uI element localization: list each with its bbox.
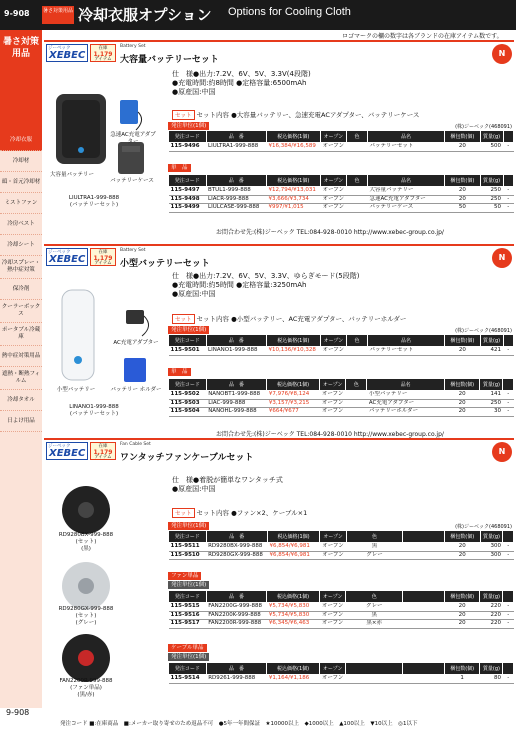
fan-single-table: 発注コード 品 番 税込価格(1個) オープン 色 梱包数(個) 質量(g) 115-9515 FAN2200G-999-888 ¥5,734/¥5,830 オープン グレー 20 220 - 115-9516 FAN2200K-999-888 ¥5,734/¥5,830 オープン 黒 20 220 - 115-9517 FAN2200R-999-888 ¥6,345/¥6,463 オープン 黒×赤 20 220 - xyxy=(168,590,514,629)
new-badge: N xyxy=(492,442,512,462)
spec-list: 仕 様●出力:7.2V、6V、5V、3.3V、ゆらぎモード(5段階) ●充電時間:約5時間 ●定格容量:3250mAh ●原産国:中国 xyxy=(172,272,360,298)
small-battery-image xyxy=(58,286,98,384)
product-type: Fan Cable Set xyxy=(120,442,151,447)
sidebar-item[interactable]: 冷却スプレー・熱中症対策 xyxy=(0,256,42,279)
contact-info: お問合わせ先:(株)ジーベック TEL:084-928-0010 http://www.xebec-group.co.jp/ xyxy=(216,431,444,438)
stock-badge: 在庫 1,179 アイテム xyxy=(90,442,116,460)
ac-adapter-image xyxy=(116,300,156,340)
page-title-en: Options for Cooling Cloth xyxy=(228,6,351,18)
fan-black-image xyxy=(60,484,112,536)
sidebar-item[interactable]: ミストファン xyxy=(0,193,42,214)
set-table: 発注コード 品 番 税込価格(1個) オープン 色 梱包数(個) 質量(g) 115-9511 RD9280BX-999-888 ¥6,854/¥6,981 オープン 黒 20 300 - 115-9510 RD9280GX-999-888 ¥6,854/¥6,981 オープン グレー 20 300 - xyxy=(168,530,514,560)
sidebar-item[interactable]: 冷却タオル xyxy=(0,390,42,411)
spec-list: 仕 様●着脱が簡単なワンタッチ式 ●原産国:中国 xyxy=(172,476,283,493)
cable-single-table: 発注コード 品 番 税込価格(1個) オープン 梱包数(個) 質量(g) 115-9514 RD9261-999-888 ¥1,164/¥1,186 オープン 1 80 - xyxy=(168,662,514,684)
header-note: ロゴマークの欄の数字は各ブランドの在庫アイテム数です。 xyxy=(342,33,503,40)
new-badge: N xyxy=(492,44,512,64)
sidebar-item[interactable]: クーラーボックス xyxy=(0,300,42,323)
sidebar-item[interactable]: 日よけ用品 xyxy=(0,411,42,432)
product-type: Battery Set xyxy=(120,248,146,253)
table-row[interactable]: 115-9502 NANOBT1-999-888 ¥7,976/¥8,124 オープン 小型バッテリー 20 141 - xyxy=(169,391,514,400)
sidebar-item[interactable]: 冷却シート xyxy=(0,235,42,256)
product-type: Battery Set xyxy=(120,44,146,49)
sidebar-item[interactable]: 遮熱・断熱フィルム xyxy=(0,367,42,390)
fan-red-image xyxy=(60,632,112,684)
battery-holder-image xyxy=(120,356,150,384)
footer-page-number: 9-908 xyxy=(6,708,30,717)
product-title: 小型バッテリーセット xyxy=(120,259,210,269)
table-row[interactable]: 115-9504 NANOHL-999-888 ¥664/¥677 オープン バッテリーホルダー 20 30 - xyxy=(169,408,514,417)
sidebar-item[interactable]: 頭・首元冷却材 xyxy=(0,172,42,193)
fan-gray-image xyxy=(60,560,112,612)
sidebar-item[interactable]: 熱中症対策用品 xyxy=(0,346,42,367)
sidebar-item[interactable]: 冷却材 xyxy=(0,151,42,172)
stock-badge: 在庫 1,179 アイテム xyxy=(90,248,116,266)
sidebar-heading: 暑さ対策用品 xyxy=(0,30,42,130)
page-footer xyxy=(0,708,516,729)
ac-adapter-image xyxy=(112,94,146,132)
brand-logo: ジーベック XEBEC xyxy=(46,442,88,460)
page-number: 9-908 xyxy=(4,9,30,18)
table-row[interactable]: 115-9501 LINANO1-999-888 ¥10,136/¥10,328 オープン バッテリーセット 20 421 - xyxy=(169,347,514,356)
table-row[interactable]: 115-9499 LIULCASE-999-888 ¥997/¥1,015 オープン バッテリーケース 50 50 - xyxy=(169,204,514,213)
category-tag: 暑さ対策用品 xyxy=(42,6,74,24)
table-row[interactable]: 115-9515 FAN2200G-999-888 ¥5,734/¥5,830 オープン グレー 20 220 - xyxy=(169,603,514,612)
single-table: 発注コード 品 番 税込価格(1個) オープン 色 品名 梱包数(個) 質量(g) 115-9497 BTUL1-999-888 ¥12,794/¥13,031 オープン 大容量バッテリー 20 250 - 115-9498 LIACR-999-888 ¥3,666/¥3,734 オープン 急速AC充電アダプター 20 250 - 115-9499 LIULCASE-999-888 ¥997/¥1,015 オープン バッテリーケース 50 50 - xyxy=(168,174,514,213)
section-large-battery: ジーベック XEBEC 在庫 1,179 アイテム Battery Set 大容量バッテリーセット N 仕 様●出力:7.2V、6V、5V、3.3V(4段階) ●充電時間:約8時間 ●定格容量:6500mAh ●原産国:中国 セット セット内容 ●大容量バッテリー、急速充電ACアダプター、バッテリーケース 発注単位(1個) (株)ジーベック(468091) 急速AC充電アダプター 大容量バッテリー バッテリーケース LIULTRA1-999-888 (バッテリーセット) 発注コード 品 番 税込価格(1個) オープン 色 品名 梱包数(個) 質量(g) 115-9496 LIULTRA1-999-888 ¥16,384/¥16,589 オープン バッテリーセット 20 500 - 単 品 発注コード 品 番 税込価格(1個) オープン 色 品名 梱包数(個) 質量(g) 115-9497 BTUL1-999-888 ¥12,794/¥13,031 オープン 大容量バッテリー 20 250 - 115-9498 LIACR-999-888 ¥3,666/¥3,734 オープン 急速AC充電アダプター 20 250 - 115-9499 LIULCASE-999-888 ¥997/¥1,015 オープン バッテリーケース 50 50 - お問合わせ先:(株)ジーベック TEL:084-928-0010 http://www.xebec-group.co.jp/ xyxy=(44,40,514,240)
footer-legend: 発注コード ■:在庫商品 ■:メーカー取り寄せのため返品不可 ●5年一年間保証 ★10000以上 ◆1000以上 ▲100以上 ▼10以上 ◎1以下 xyxy=(60,721,418,727)
contact-info: お問合わせ先:(株)ジーベック TEL:084-928-0010 http://www.xebec-group.co.jp/ xyxy=(216,229,444,236)
table-row[interactable]: 115-9510 RD9280GX-999-888 ¥6,854/¥6,981 オープン グレー 20 300 - xyxy=(169,551,514,560)
set-table: 発注コード 品 番 税込価格(1個) オープン 色 品名 梱包数(個) 質量(g) 115-9501 LINANO1-999-888 ¥10,136/¥10,328 オープン バッテリーセット 20 421 - xyxy=(168,334,514,356)
category-sidebar xyxy=(0,30,42,708)
product-title: ワンタッチファンケーブルセット xyxy=(120,453,254,463)
sidebar-item[interactable]: ポータブル冷蔵庫 xyxy=(0,323,42,346)
table-row[interactable]: 115-9503 LIAC-999-888 ¥3,157/¥3,215 オープン AC充電アダプター 20 250 - xyxy=(169,399,514,408)
page-header xyxy=(0,0,516,30)
table-row[interactable]: 115-9514 RD9261-999-888 ¥1,164/¥1,186 オープン 1 80 - xyxy=(169,675,514,684)
single-table: 発注コード 品 番 税込価格(1個) オープン 色 品名 梱包数(個) 質量(g) 115-9502 NANOBT1-999-888 ¥7,976/¥8,124 オープン 小型バッテリー 20 141 - 115-9503 LIAC-999-888 ¥3,157/¥3,215 オープン AC充電アダプター 20 250 - 115-9504 NANOHL-999-888 ¥664/¥677 オープン バッテリーホルダー 20 30 - xyxy=(168,378,514,417)
table-row[interactable]: 115-9511 RD9280BX-999-888 ¥6,854/¥6,981 オープン 黒 20 300 - xyxy=(169,543,514,552)
section-small-battery: ジーベック XEBEC 在庫 1,179 アイテム Battery Set 小型バッテリーセット N 仕 様●出力:7.2V、6V、5V、3.3V、ゆらぎモード(5段階) ●充電時間:約5時間 ●定格容量:3250mAh ●原産国:中国 セット セット内容 ●小型バッテリー、AC充電アダプター、バッテリーホルダー 発注単位(1個) (株)ジーベック(468091) AC充電アダプター 小型バッテリー バッテリー ホルダー LINANO1-999-888 (バッテリーセット) 発注コード 品 番 税込価格(1個) オープン 色 品名 梱包数(個) 質量(g) 115-9501 LINANO1-999-888 ¥10,136/¥10,328 オープン バッテリーセット 20 421 - 単 品 発注コード 品 番 税込価格(1個) オープン 色 品名 梱包数(個) 質量(g) 115-9502 NANOBT1-999-888 ¥7,976/¥8,124 オープン 小型バッテリー 20 141 - 115-9503 LIAC-999-888 ¥3,157/¥3,215 オープン AC充電アダプター 20 250 - 115-9504 NANOHL-999-888 ¥664/¥677 オープン バッテリーホルダー 20 30 - お問合わせ先:(株)ジーベック TEL:084-928-0010 http://www.xebec-group.co.jp/ xyxy=(44,244,514,434)
spec-list: 仕 様●出力:7.2V、6V、5V、3.3V(4段階) ●充電時間:約8時間 ●定格容量:6500mAh ●原産国:中国 xyxy=(172,70,311,96)
large-battery-image xyxy=(52,90,110,168)
table-row[interactable]: 115-9516 FAN2200K-999-888 ¥5,734/¥5,830 オープン 黒 20 220 - xyxy=(169,611,514,620)
sidebar-item[interactable]: 冷房ベスト xyxy=(0,214,42,235)
section-fan-cable: ジーベック XEBEC 在庫 1,179 アイテム Fan Cable Set ワンタッチファンケーブルセット N 仕 様●着脱が簡単なワンタッチ式 ●原産国:中国 セット セット内容 ●ファン×2、ケーブル×1 発注単位(1個) (株)ジーベック(468091) RD9280BX-999-888 (セット) (黒) RD9280GX-999-888 (セット) (グレー) FAN2200R-999-888 (ファン単品) (黒/赤) 発注コード 品 番 税込価格(1個) オープン 色 梱包数(個) 質量(g) 115-9511 RD9280BX-999-888 ¥6,854/¥6,981 オープン 黒 20 300 - 115-9510 RD9280GX-999-888 ¥6,854/¥6,981 オープン グレー 20 300 - ファン単品 発注単位(1個) 発注コード 品 番 税込価格(1個) オープン 色 梱包数(個) 質量(g) 115-9515 FAN2200G-999-888 ¥5,734/¥5,830 オープン グレー 20 220 - 115-9516 FAN2200K-999-888 ¥5,734/¥5,830 オープン 黒 20 220 - 115-9517 FAN2200R-999-888 ¥6,345/¥6,463 オープン 黒×赤 20 220 - ケーブル単品 発注単位(1個) 発注コード 品 番 税込価格(1個) オープン 梱包数(個) 質量(g) 115-9514 RD9261-999-888 ¥1,164/¥1,186 オープン 1 80 - xyxy=(44,438,514,706)
product-title: 大容量バッテリーセット xyxy=(120,55,219,65)
table-row[interactable]: 115-9497 BTUL1-999-888 ¥12,794/¥13,031 オープン 大容量バッテリー 20 250 - xyxy=(169,187,514,196)
new-badge: N xyxy=(492,248,512,268)
table-row[interactable]: 115-9517 FAN2200R-999-888 ¥6,345/¥6,463 オープン 黒×赤 20 220 - xyxy=(169,620,514,629)
brand-logo: ジーベック XEBEC xyxy=(46,248,88,266)
stock-badge: 在庫 1,179 アイテム xyxy=(90,44,116,62)
table-row[interactable]: 115-9498 LIACR-999-888 ¥3,666/¥3,734 オープン 急速AC充電アダプター 20 250 - xyxy=(169,195,514,204)
table-row[interactable]: 115-9496 LIULTRA1-999-888 ¥16,384/¥16,589 オープン バッテリーセット 20 500 - xyxy=(169,143,514,152)
page-title: 冷却衣服オプション xyxy=(78,6,212,24)
set-table: 発注コード 品 番 税込価格(1個) オープン 色 品名 梱包数(個) 質量(g) 115-9496 LIULTRA1-999-888 ¥16,384/¥16,589 オープン バッテリーセット 20 500 - xyxy=(168,130,514,152)
sidebar-item-cooling-cloth[interactable]: 冷却衣服 xyxy=(0,130,42,151)
sidebar-item[interactable]: 保冷剤 xyxy=(0,279,42,300)
brand-logo: ジーベック XEBEC xyxy=(46,44,88,62)
